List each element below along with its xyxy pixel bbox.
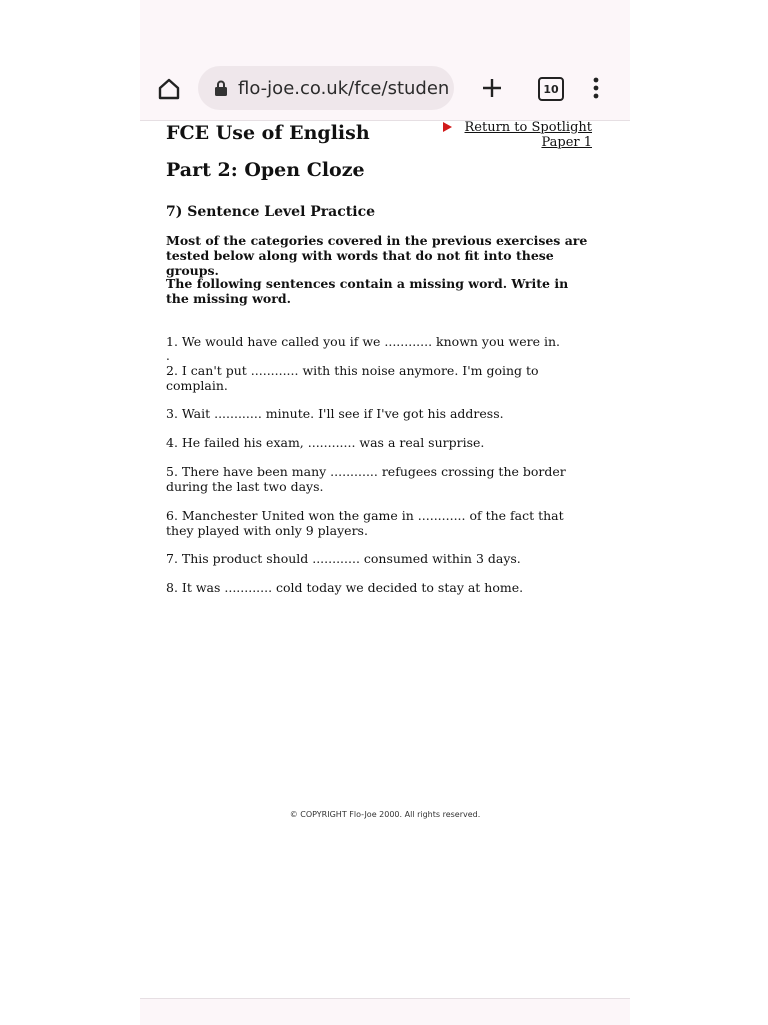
- question-1: 1. We would have called you if we ............ known you were in.: [166, 334, 560, 349]
- url-text: flo-joe.co.uk/fce/studen: [238, 77, 450, 99]
- home-icon: [156, 76, 182, 102]
- question-4: 4. He failed his exam, ............ was a real surprise.: [166, 435, 485, 450]
- question-2: 2. I can't put ............ with this noise anymore. I'm going to complain.: [166, 363, 539, 393]
- page-subtitle: Part 2: Open Cloze: [166, 159, 365, 181]
- question-8: 8. It was ............ cold today we decided to stay at home.: [166, 580, 524, 595]
- return-link-block: [465, 120, 593, 150]
- intro-paragraph-1: Most of the categories covered in the previous exercises are tested below along with words that do not fit into these groups.: [166, 233, 588, 278]
- home-button[interactable]: [154, 74, 184, 104]
- phone-screen: [140, 0, 630, 1024]
- bottom-system-bar: [140, 998, 630, 1025]
- question-3: 3. Wait ............ minute. I'll see if I've got his address.: [166, 406, 504, 421]
- browser-toolbar: [140, 0, 630, 121]
- question-7: 7. This product should ............ consumed within 3 days.: [166, 551, 521, 566]
- tab-switcher-button[interactable]: [538, 77, 564, 101]
- page-title: FCE Use of English: [166, 122, 370, 144]
- new-tab-button[interactable]: [480, 76, 504, 100]
- section-heading: 7) Sentence Level Practice: [166, 204, 375, 220]
- return-to-spotlight-link[interactable]: [465, 120, 593, 150]
- address-bar[interactable]: [198, 66, 454, 110]
- question-5: 5. There have been many ............ refugees crossing the border during the last two days.: [166, 464, 566, 494]
- arrow-right-icon: [443, 122, 452, 132]
- question-6: 6. Manchester United won the game in ............ of the fact that they played with only 9 players.: [166, 508, 564, 538]
- return-link-line2: Paper 1: [541, 135, 592, 150]
- return-link-line1: Return to Spotlight: [464, 120, 592, 135]
- tab-count: 10: [543, 82, 559, 96]
- copyright-footer: © COPYRIGHT Flo-Joe 2000. All rights reserved.: [289, 810, 481, 819]
- lock-icon: [214, 80, 228, 96]
- more-menu-button[interactable]: [589, 76, 603, 100]
- intro-paragraph-2: The following sentences contain a missing word. Write in the missing word.: [166, 276, 569, 306]
- stray-dot: .: [166, 349, 170, 363]
